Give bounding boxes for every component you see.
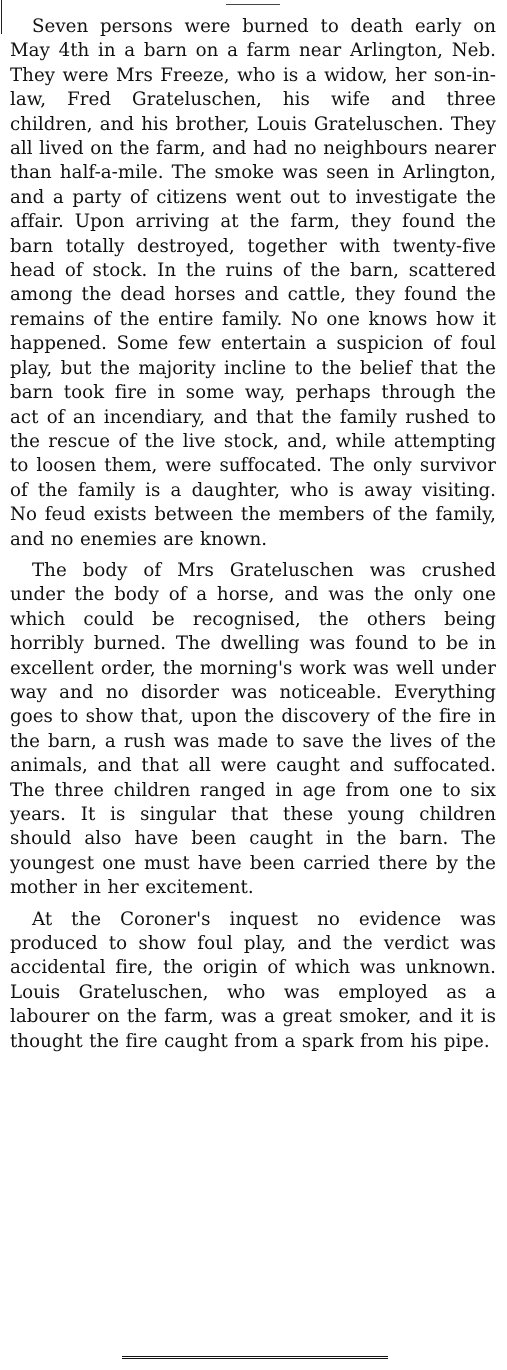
article-paragraph-3: At the Coroner's inquest no evidence was produced to show foul play, and the verdict was accidental fire, the origin of which was unknown. Louis Grateluschen, who was employed as a labourer on the farm, was a great smoker, and it is thought the fire caught from a spark from his pipe. <box>10 908 496 1052</box>
bottom-divider-rule <box>122 1356 388 1359</box>
top-divider-rule <box>226 4 280 5</box>
article-body <box>10 15 496 1061</box>
article-paragraph-2: The body of Mrs Grateluschen was crushed under the body of a horse, and was the only one which could be recognised, the others being horribly burned. The dwelling was found to be in excellent order, the morning's work was well under way and no disorder was noticeable. Everything goes to show that, upon the discovery of the fire in the barn, a rush was made to save the lives of the animals, and that all were caught and suffocated. The three children ranged in age from one to six years. It is singular that these young children should also have been caught in the barn. The youngest one must have been carried there by the mother in her excitement. <box>10 559 496 899</box>
article-paragraph-1: Seven persons were burned to death early on May 4th in a barn on a farm near Arlington, Neb. They were Mrs Freeze, who is a widow, her son-in-law, Fred Grateluschen, his wife and three children, and his brother, Louis Grateluschen. They all lived on the farm, and had no neighbours nearer than half-a-mile. The smoke was seen in Arlington, and a party of citizens went out to investigate the affair. Upon arriving at the farm, they found the barn totally destroyed, together with twenty-five head of stock. In the ruins of the barn, scattered among the dead horses and cattle, they found the remains of the entire family. No one knows how it happened. Some few entertain a suspicion of foul play, but the majority incline to the belief that the barn took fire in some way, perhaps through the act of an incendiary, and that the family rushed to the rescue of the live stock, and, while attempting to loosen them, were suffocated. The only survivor of the family is a daughter, who is away visiting. No feud exists between the members of the family, and no enemies are known. <box>10 16 496 550</box>
left-column-rule <box>1 0 2 34</box>
